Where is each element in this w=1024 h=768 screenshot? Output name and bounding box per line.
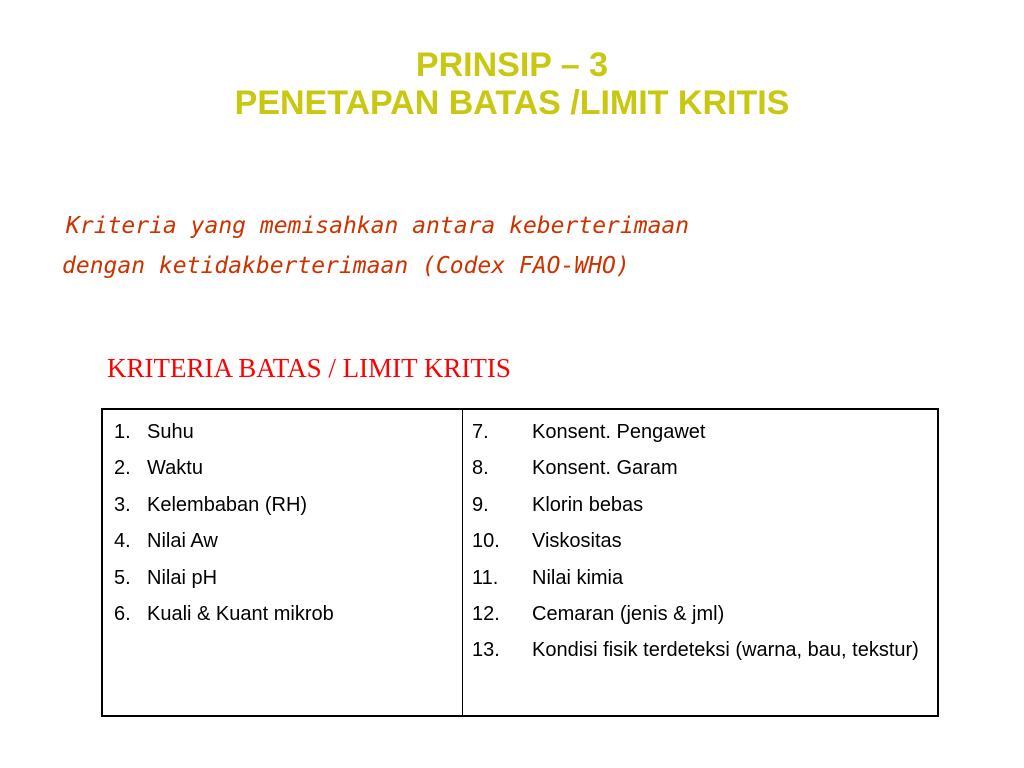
list-item <box>114 420 462 444</box>
list-item <box>472 602 927 626</box>
item-text: Kelembaban (RH) <box>147 493 308 516</box>
item-text: Viskositas <box>532 530 622 553</box>
item-number: 8. <box>472 457 489 480</box>
title-line-2: PENETAPAN BATAS /LIMIT KRITIS <box>234 84 790 122</box>
item-text: Suhu <box>147 421 194 443</box>
item-number: 6. <box>114 602 131 625</box>
list-item <box>114 529 462 553</box>
item-number: 10. <box>472 530 500 553</box>
list-item <box>472 529 927 553</box>
item-number: 2. <box>114 457 131 480</box>
item-text: Cemaran (jenis & jml) <box>532 602 725 625</box>
item-number: 12. <box>472 602 500 625</box>
list-item <box>472 420 927 444</box>
item-number: 11. <box>472 566 499 589</box>
item-text: Nilai Aw <box>147 530 218 553</box>
slide-title <box>0 46 1024 122</box>
item-text: Konsent. Pengawet <box>532 421 706 443</box>
item-number: 1. <box>114 421 131 443</box>
item-number: 9. <box>472 493 489 516</box>
item-text: Konsent. Garam <box>532 457 678 480</box>
item-text: Nilai pH <box>147 566 218 589</box>
item-text: Nilai kimia <box>532 566 624 589</box>
item-text: Klorin bebas <box>532 493 644 516</box>
criteria-column-right <box>463 410 937 715</box>
subtitle-line-2: dengan ketidakberterimaan (Codex FAO-WHO) <box>62 253 630 279</box>
list-item <box>472 638 927 662</box>
list-item <box>472 493 927 517</box>
item-text: Waktu <box>147 457 203 480</box>
list-item <box>472 566 927 590</box>
list-item <box>472 456 927 480</box>
list-item <box>114 566 462 590</box>
item-number: 3. <box>114 493 131 516</box>
list-item <box>114 493 462 517</box>
table-heading: KRITERIA BATAS / LIMIT KRITIS <box>107 353 511 383</box>
subtitle-line-1: Kriteria yang memisahkan antara keberterimaan <box>66 213 690 239</box>
title-line-1: PRINSIP – 3 <box>415 46 609 84</box>
criteria-table <box>101 408 939 717</box>
item-text: Kondisi fisik terdeteksi (warna, bau, tekstur) <box>532 639 919 662</box>
item-number: 5. <box>114 566 131 589</box>
list-item <box>114 456 462 480</box>
criteria-column-left <box>103 410 463 715</box>
item-number: 4. <box>114 530 131 553</box>
item-number: 7. <box>472 421 489 443</box>
list-item <box>114 602 462 626</box>
subtitle <box>62 206 942 286</box>
item-text: Kuali & Kuant mikrob <box>147 602 334 625</box>
item-number: 13. <box>472 639 500 662</box>
